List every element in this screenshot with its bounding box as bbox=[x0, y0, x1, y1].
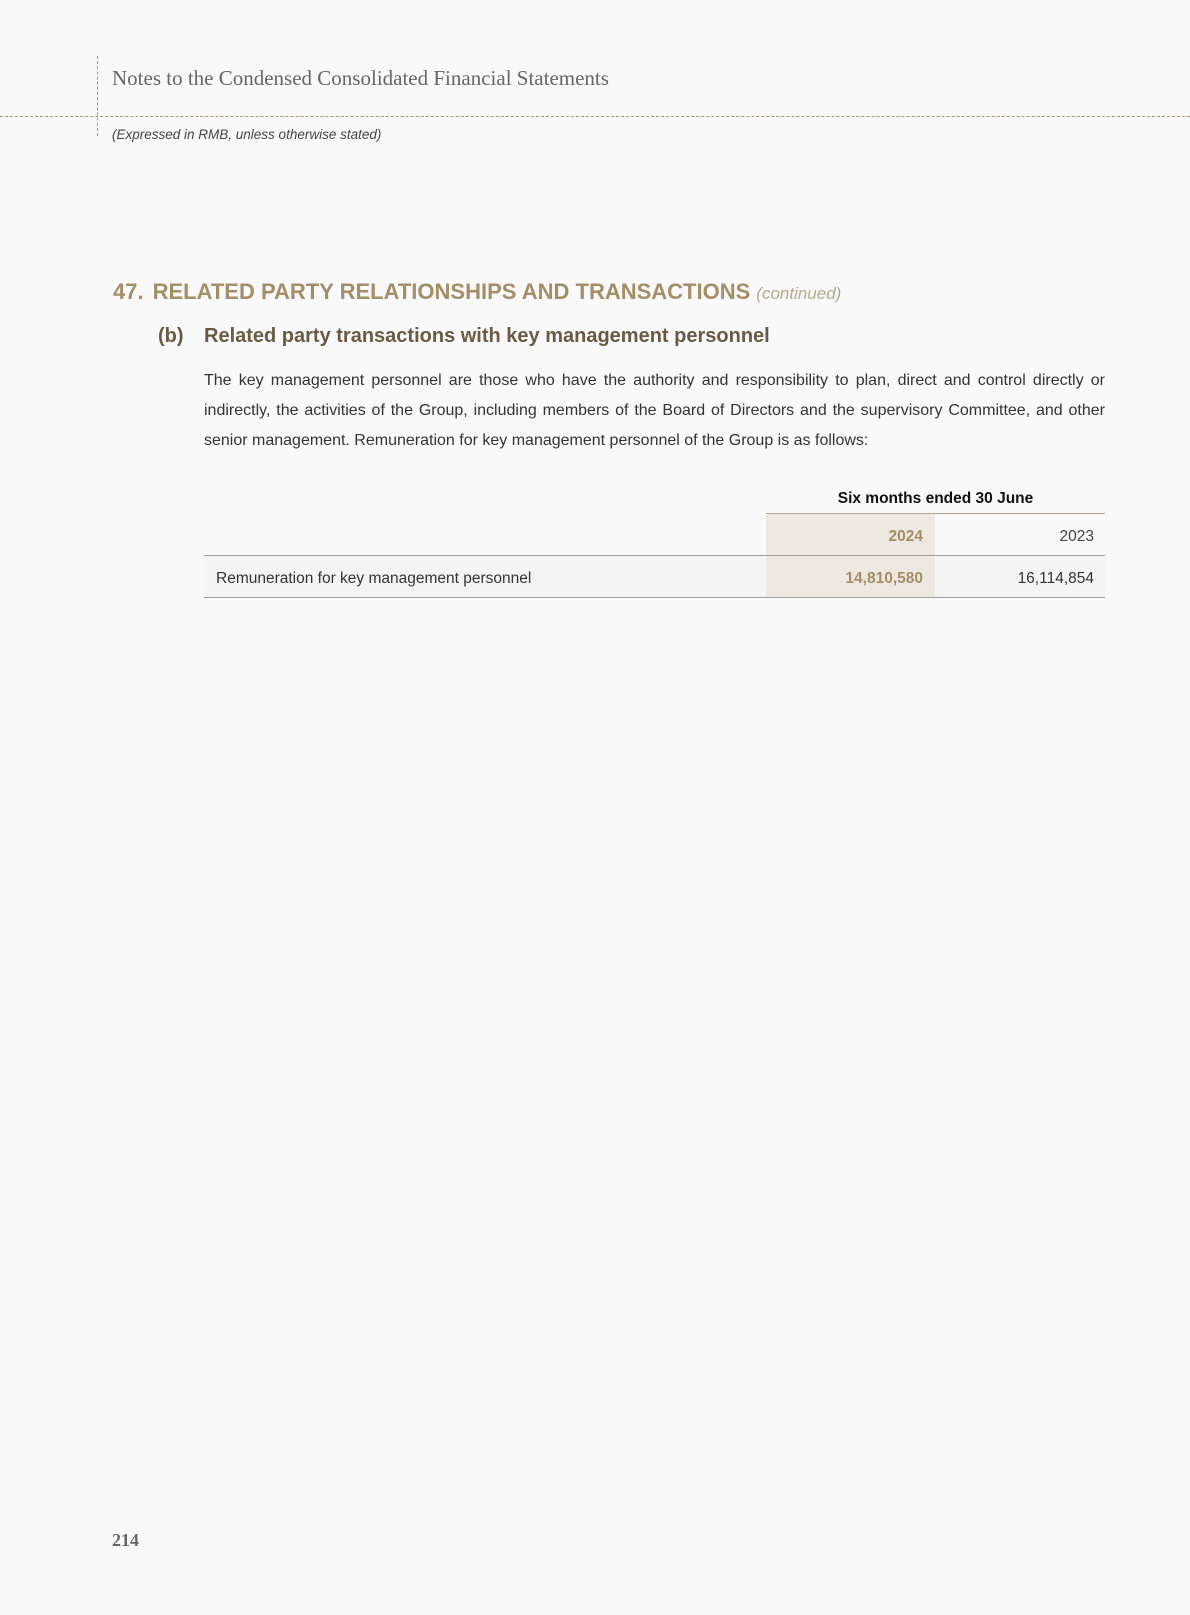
section-continued-label: (continued) bbox=[756, 284, 842, 303]
header-subtitle: (Expressed in RMB, unless otherwise stated) bbox=[112, 127, 382, 142]
header-dashed-marker bbox=[97, 56, 98, 136]
subsection-letter: (b) bbox=[158, 325, 184, 347]
subsection-heading bbox=[158, 325, 770, 348]
page-header bbox=[0, 0, 1190, 150]
column-header-current-year: 2024 bbox=[888, 528, 923, 545]
period-header: Six months ended 30 June bbox=[837, 490, 1034, 507]
period-header-rule bbox=[766, 513, 1105, 514]
section-title: RELATED PARTY RELATIONSHIPS AND TRANSACTIONS bbox=[152, 279, 751, 304]
column-header-prior-year: 2023 bbox=[1059, 528, 1094, 545]
row-label: Remuneration for key management personnel bbox=[216, 570, 532, 587]
body-paragraph: The key management personnel are those who have the authority and responsibility to plan, direct and control directly or indirectly, the activities of the Group, including members of the Board of Directors and the supervisory Committee, and other senior management. Remuneration for key management personnel of the Group is as follows: bbox=[204, 372, 1105, 449]
section-number: 47. bbox=[113, 279, 144, 304]
value-prior-year: 16,114,854 bbox=[1017, 570, 1094, 587]
table-row-bottom-rule bbox=[204, 597, 1105, 598]
header-dashed-rule bbox=[0, 116, 1190, 117]
header-title: Notes to the Condensed Consolidated Financial Statements bbox=[112, 66, 609, 90]
value-current-year: 14,810,580 bbox=[845, 570, 923, 587]
section-heading bbox=[113, 279, 841, 305]
page-number: 214 bbox=[112, 1530, 139, 1550]
subsection-title: Related party transactions with key management personnel bbox=[204, 325, 770, 347]
